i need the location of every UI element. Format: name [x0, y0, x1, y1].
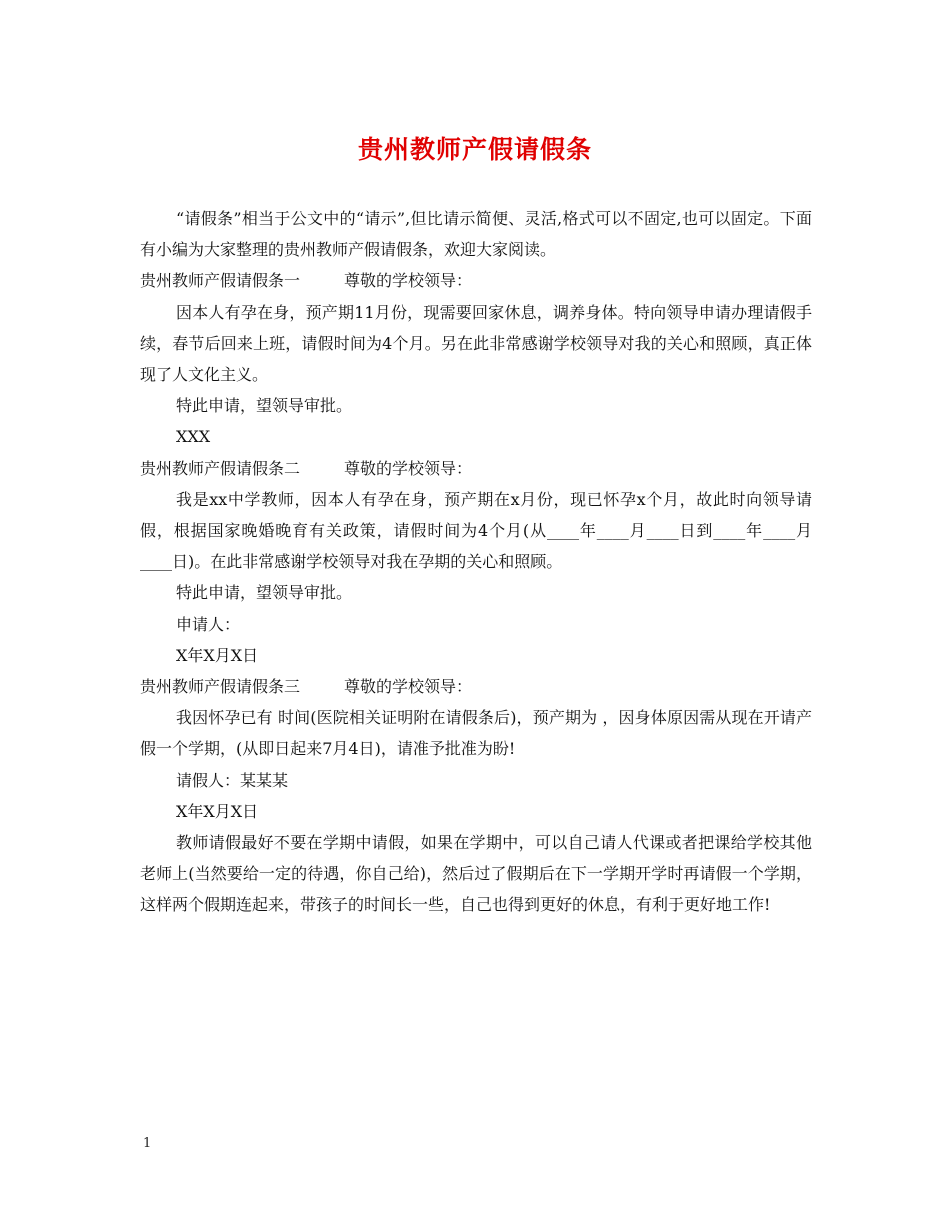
intro-paragraph: “请假条”相当于公文中的“请示”,但比请示简便、灵活,格式可以不固定,也可以固定。下面有小编为大家整理的贵州教师产假请假条，欢迎大家阅读。	[140, 209, 812, 260]
section-2-salutation: 尊敬的学校领导：	[344, 458, 473, 478]
section-1-closing: 特此申请，望领导审批。	[176, 396, 353, 416]
page-title: 贵州教师产假请假条	[357, 135, 592, 164]
section-1-body: 因本人有孕在身，预产期11月份，现需要回家休息，调养身体。特向领导申请办理请假手续，春节后回来上班，请假时间为4个月。另在此非常感谢学校领导对我的关心和照顾，真正体现了人文化主义。	[140, 302, 812, 385]
section-3-heading-line	[140, 671, 812, 702]
section-2-closing: 特此申请，望领导审批。	[176, 583, 353, 603]
section-3-salutation: 尊敬的学校领导：	[344, 677, 473, 697]
section-2-body: 我是xx中学教师，因本人有孕在身，预产期在x月份，现已怀孕x个月，故此时向领导请假，根据国家晚婚晚育有关政策，请假时间为4个月(从____年____月____日到____年____月____日)。在此非常感谢学校领导对我在孕期的关心和照顾。	[140, 489, 812, 572]
section-3-date: X年X月X日	[176, 801, 259, 821]
section-2-date: X年X月X日	[176, 645, 259, 665]
section-3-heading: 贵州教师产假请假条三	[140, 677, 301, 697]
section-3-body: 我因怀孕已有 时间(医院相关证明附在请假条后)，预产期为 ，因身体原因需从现在开请产假一个学期，(从即日起来7月4日)，请准予批准为盼!	[140, 708, 812, 759]
section-2-heading: 贵州教师产假请假条二	[140, 458, 301, 478]
page-number: 1	[143, 1136, 152, 1151]
section-1-heading-line	[140, 265, 812, 296]
section-2-heading-line	[140, 453, 812, 484]
section-1-salutation: 尊敬的学校领导：	[344, 271, 473, 291]
section-3-applicant: 请假人：某某某	[176, 770, 289, 790]
section-1-signature: XXX	[176, 427, 211, 447]
document-body	[140, 203, 812, 921]
advice-paragraph: 教师请假最好不要在学期中请假，如果在学期中，可以自己请人代课或者把课给学校其他老师上(当然要给一定的待遇，你自己给)，然后过了假期后在下一学期开学时再请假一个学期，这样两个假期连起来，带孩子的时间长一些，自己也得到更好的休息，有利于更好地工作!	[140, 833, 812, 915]
section-1-heading: 贵州教师产假请假条一	[140, 271, 301, 291]
section-2-applicant: 申请人：	[176, 614, 241, 634]
